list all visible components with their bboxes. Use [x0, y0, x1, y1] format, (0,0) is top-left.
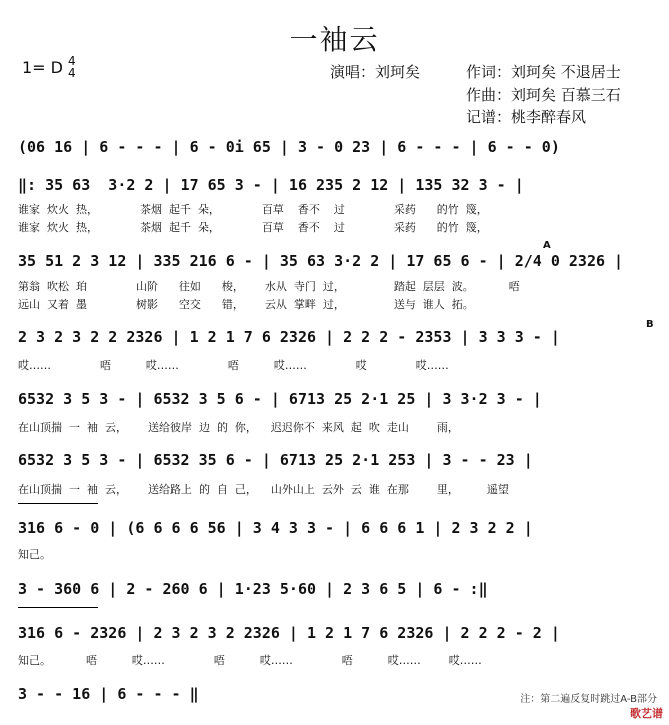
lyricist-credit: 作词：刘珂矣 不退居士: [466, 63, 621, 81]
composer-credit: 作曲：刘珂矣 百慕三石: [466, 86, 621, 104]
music-row-8: 3 - 360 6 | 2 - 260 6 | 1·23 5·60 | 2 3 6 5 | 6 - :‖: [18, 580, 488, 598]
lyric-row-3a: 第翁 吹松 珀 山阶 往如 梭， 水从 寺门 过， 踏起 层层 波。 唔: [18, 280, 520, 293]
music-row-7: 316 6 - 0 | (6 6 6 6 56 | 3 4 3 3 - | 6 6 6 1 | 2 3 2 2 |: [18, 519, 533, 537]
repeat-note: 注：第二遍反复时跳过A-B部分: [520, 694, 657, 705]
lyric-row-2b: 谁家 炊火 热， 茶烟 起千 朵， 百草 香不 过 采药 的竹 篾，: [18, 221, 488, 234]
time-signature: [68, 55, 76, 79]
music-row-1: (06 16 | 6 - - - | 6 - 0i 65 | 3 - 0 23 | 6 - - - | 6 - - 0): [18, 138, 560, 156]
music-row-10: 3 - - 16 | 6 - - - ‖: [18, 685, 199, 703]
music-row-9: 316 6 - 2326 | 2 3 2 3 2 2326 | 1 2 1 7 6 2326 | 2 2 2 - 2 |: [18, 624, 560, 642]
song-title: 一袖云: [289, 23, 380, 56]
lyric-row-3b: 远山 又着 墨 树影 空交 错， 云从 掌畔 过， 送与 谁人 拓。: [18, 298, 474, 311]
site-logo: 歌艺谱: [630, 707, 663, 720]
time-sig-top: 4: [68, 54, 76, 68]
lyric-row-9: 知己。 唔 哎…… 唔 哎…… 唔 哎…… 哎……: [18, 654, 482, 667]
lyric-row-7: 知己。: [18, 548, 51, 561]
music-row-5: 6532 3 5 3 - | 6532 3 5 6 - | 6713 25 2·1 25 | 3 3·2 3 - |: [18, 390, 542, 408]
segment-mark-b: B: [646, 319, 654, 330]
lyric-row-4: 哎…… 唔 哎…… 唔 哎…… 哎 哎……: [18, 359, 449, 372]
music-row-4: 2 3 2 3 2 2 2326 | 1 2 1 7 6 2326 | 2 2 2 - 2353 | 3 3 3 - |: [18, 328, 560, 346]
lyric-row-2a: 谁家 炊火 热， 茶烟 起千 朵， 百草 香不 过 采药 的竹 篾，: [18, 203, 488, 216]
music-row-3: 35 51 2 3 12 | 335 216 6 - | 35 63 3·2 2 | 17 65 6 - | 2/4 0 2326 |: [18, 252, 624, 270]
lyric-row-5: 在山顶揣 一 袖 云， 送给彼岸 边 的 你， 迟迟你不 来风 起 吹 走山 雨，: [18, 421, 459, 434]
music-row-2: ‖: 35 63 3·2 2 | 17 65 3 - | 16 235 2 12 | 135 32 3 - |: [18, 176, 524, 194]
music-row-6: 6532 3 5 3 - | 6532 35 6 - | 6713 25 2·1 253 | 3 - - 23 |: [18, 451, 533, 469]
lyric-row-6: 在山顶揣 一 袖 云， 送给路上 的 自 己， 山外山上 云外 云 谁 在那 里， 遥望: [18, 483, 509, 496]
transcriber-credit: 记谱：桃李醉春风: [466, 108, 587, 126]
volta-bracket-2: [18, 607, 98, 608]
key-signature: 1= D: [22, 58, 63, 77]
time-sig-bottom: 4: [68, 66, 76, 80]
segment-mark-a: A: [543, 240, 551, 251]
volta-bracket-1: [18, 503, 98, 504]
singer-credit: 演唱：刘珂矣: [330, 63, 421, 81]
